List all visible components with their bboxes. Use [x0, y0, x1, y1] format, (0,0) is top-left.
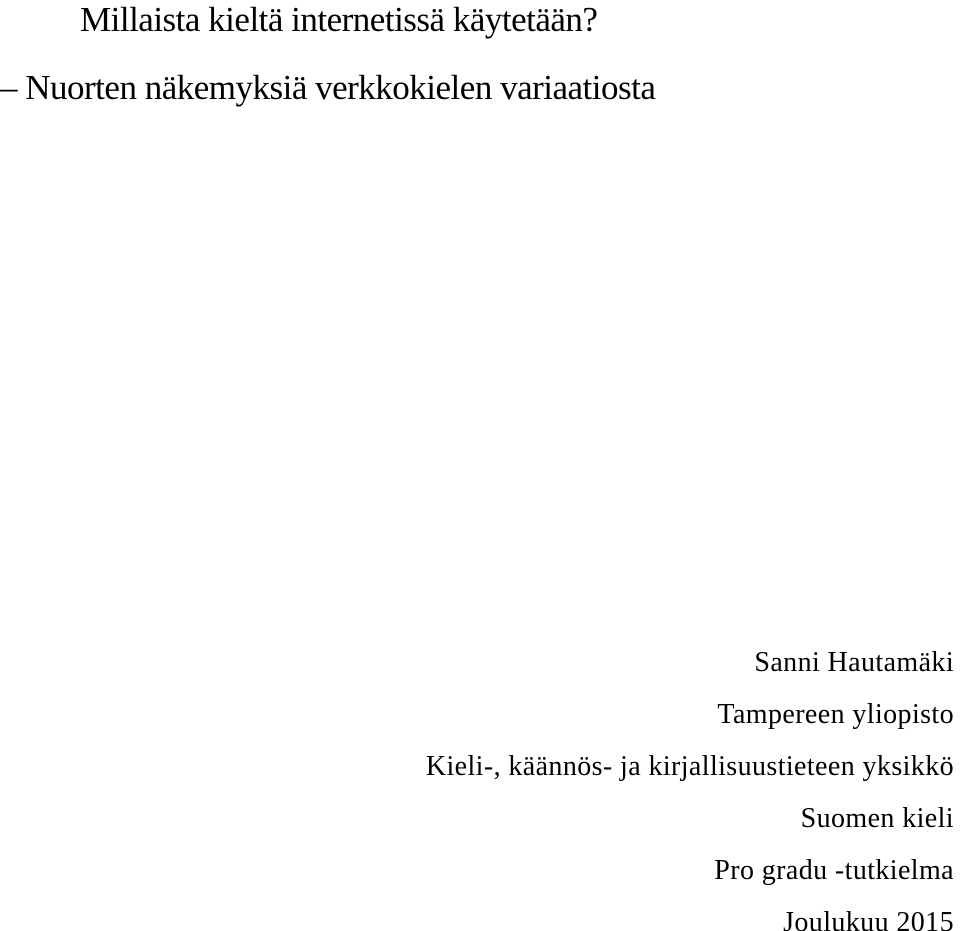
- thesis-subtitle: – Nuorten näkemyksiä verkkokielen variaatiosta: [0, 68, 656, 107]
- thesis-type: Pro gradu -tutkielma: [714, 855, 954, 886]
- thesis-title: Millaista kieltä internetissä käytetään?: [80, 0, 598, 39]
- university-name: Tampereen yliopisto: [717, 699, 954, 730]
- author-name: Sanni Hautamäki: [754, 647, 954, 678]
- subject-field: Suomen kieli: [800, 803, 954, 834]
- faculty-unit: Kieli-, käännös- ja kirjallisuustieteen yksikkö: [425, 751, 954, 782]
- author-info-block: [426, 645, 954, 931]
- thesis-date: Joulukuu 2015: [783, 907, 954, 931]
